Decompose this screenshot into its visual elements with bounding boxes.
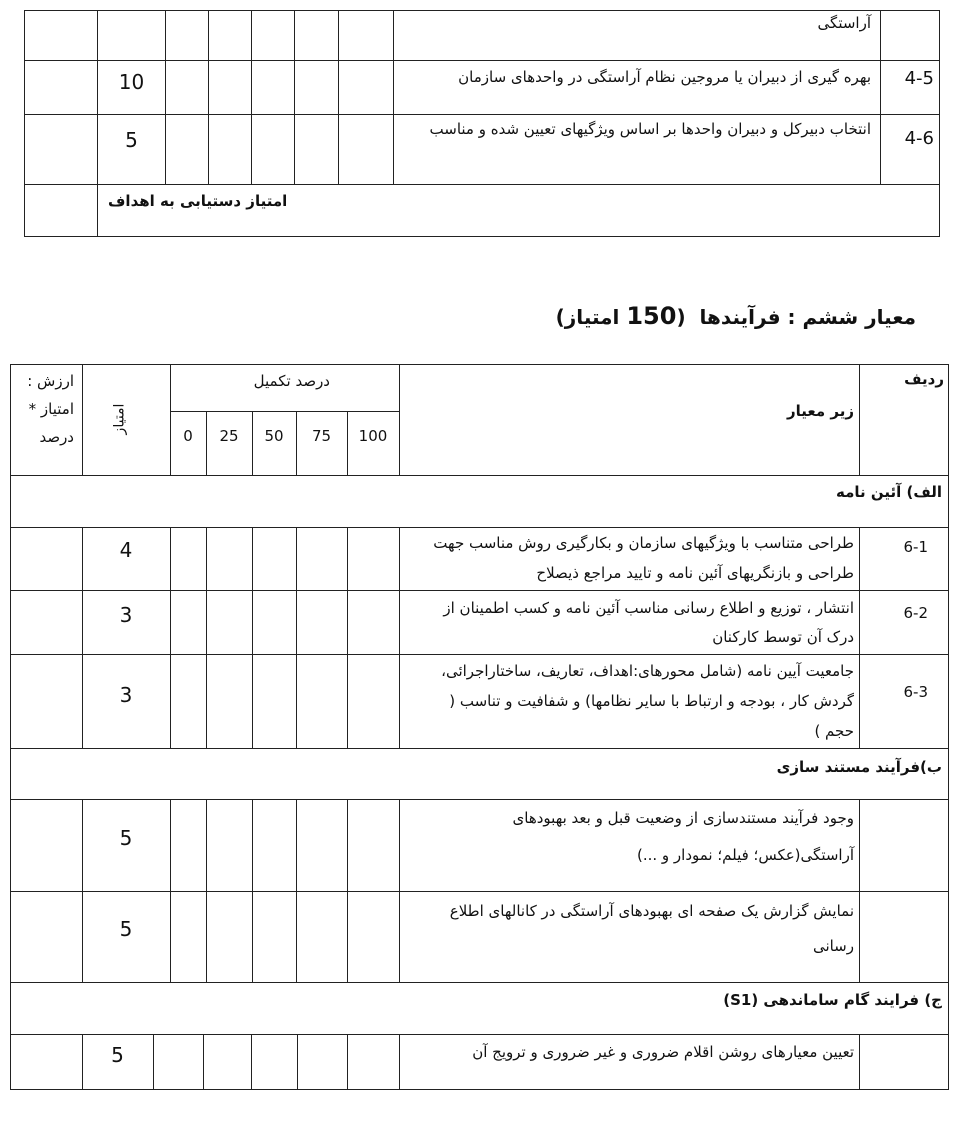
row-code: 4-6 [904,128,934,149]
pct-50: 50 [264,427,284,445]
header-completion: درصد تکمیل [253,372,330,390]
row-score: 4 [119,538,133,562]
section-a-title: الف) آئین نامه [836,483,942,501]
pct-75: 75 [311,427,332,445]
header-value-line3: درصد [39,428,74,446]
pct-0: 0 [183,427,193,445]
section-b-title: ب)فرآیند مستند سازی [776,758,942,776]
heading-suffix: امتیاز [564,305,620,329]
row-text-line2: درک آن توسط کارکنان [712,628,854,646]
row-score: 10 [118,70,145,94]
row-score: 5 [125,128,138,152]
row-code: 6-2 [903,604,928,622]
heading-points: 150 [626,302,677,330]
row-text-line1: انتشار ، توزیع و اطلاع رسانی مناسب آئین نامه و کسب اطمینان از [443,599,854,617]
row-score: 3 [119,683,133,707]
row-text-line2: گردش کار ، بودجه و ارتباط با سایر نظامها) و شفافیت و تناسب ( [449,692,854,710]
header-score-col: امتیاز [111,403,128,435]
row-score: 5 [111,1043,124,1067]
row-text-line1: تعیین معیارهای روشن اقلام ضروری و غیر ضروری و ترویج آن [472,1043,854,1061]
row-text-line2: آراستگی(عکس؛ فیلم؛ نمودار و ...) [636,846,854,864]
row-score: 5 [119,917,133,941]
row-text-line1: نمایش گزارش یک صفحه ای بهبودهای آراستگی در کانالهای اطلاع [449,902,854,920]
row-text: آراستگی [817,14,871,32]
row-text-line1: طراحی متناسب با ویژگیهای سازمان و بکارگیری روش مناسب جهت [433,534,854,552]
row-text-line2: طراحی و بازنگریهای آئین نامه و تایید مراجع ذیصلاح [536,564,854,582]
row-text: بهره گیری از دبیران یا مروجین نظام آراستگی در واحدهای سازمان [458,68,871,86]
row-code: 6-3 [903,683,928,701]
heading-prefix: معیار ششم : فرآیندها [699,305,916,329]
footer-label: امتیاز دستیابی به اهداف [108,192,288,210]
pct-100: 100 [358,427,388,445]
section-heading: معیار ششم : فرآیندها (150 امتیاز) [555,302,916,330]
header-value-line2: امتیاز * [28,400,74,418]
row-code: 4-5 [904,68,934,89]
row-score: 3 [119,603,133,627]
header-value-line1: ارزش : [27,372,74,390]
row-text-line1: جامعیت آیین نامه (شامل محورهای:اهداف، تعاریف، ساختاراجرائی، [441,662,854,680]
row-text-line3: حجم ) [814,722,854,740]
row-text: انتخاب دبیرکل و دبیران واحدها بر اساس ویژگیهای تعیین شده و مناسب [429,120,871,138]
row-text-line1: وجود فرآیند مستندسازی از وضعیت قبل و بعد بهبودهای [512,809,854,827]
row-text-line2: رسانی [812,937,854,955]
row-score: 5 [119,826,133,850]
section-c-title: ج) فرایند گام ساماندهی (S1) [723,991,942,1009]
header-row-no: ردیف [904,370,944,388]
row-code: 6-1 [903,538,928,556]
pct-25: 25 [219,427,239,445]
header-sub-criterion: زیر معیار [787,402,854,420]
